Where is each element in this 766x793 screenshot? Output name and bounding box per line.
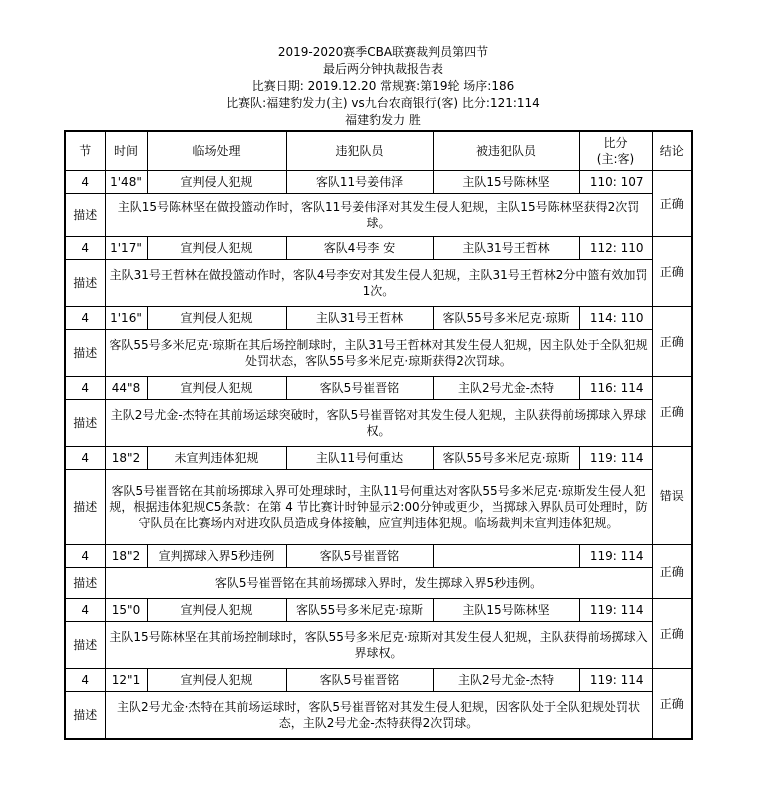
event-row <box>65 669 692 692</box>
event-period: 4 <box>65 171 105 194</box>
report-table <box>64 130 693 740</box>
event-row <box>65 377 692 400</box>
event-period: 4 <box>65 447 105 470</box>
event-period: 4 <box>65 669 105 692</box>
col-period: 节 <box>65 131 105 171</box>
event-score: 114: 110 <box>579 307 652 330</box>
col-time: 时间 <box>105 131 147 171</box>
event-desc-row <box>65 622 692 669</box>
event-row <box>65 447 692 470</box>
table-body <box>65 171 692 740</box>
event-offender: 客队11号姜伟泽 <box>286 171 433 194</box>
event-offender: 客队5号崔晋铭 <box>286 545 433 568</box>
event-score: 110: 107 <box>579 171 652 194</box>
event-time: 18"2 <box>105 545 147 568</box>
desc-label: 描述 <box>65 330 105 377</box>
col-verdict: 结论 <box>652 131 692 171</box>
match-winner: 福建豹发力 胜 <box>345 113 421 127</box>
col-score <box>579 131 652 171</box>
event-desc-row <box>65 330 692 377</box>
event-description: 主队31号王哲林在做投篮动作时，客队4号李安对其发生侵人犯规，主队31号王哲林2分中篮有效加罚1次。 <box>105 260 652 307</box>
match-date-info: 比赛日期: 2019.12.20 常规赛:第19轮 场序:186 <box>251 79 515 93</box>
event-offender: 客队5号崔晋铭 <box>286 669 433 692</box>
event-victim: 客队55号多米尼克·琼斯 <box>433 447 579 470</box>
report-title: 2019-2020赛季CBA联赛裁判员第四节 <box>277 45 489 59</box>
col-score-label: 比分 <box>603 136 628 150</box>
event-time: 1'48" <box>105 171 147 194</box>
event-victim: 主队15号陈林坚 <box>433 599 579 622</box>
event-period: 4 <box>65 237 105 260</box>
event-row <box>65 307 692 330</box>
event-call: 宣判侵人犯规 <box>147 237 286 260</box>
desc-label: 描述 <box>65 470 105 545</box>
event-time: 15"0 <box>105 599 147 622</box>
event-call: 宣判侵人犯规 <box>147 307 286 330</box>
event-offender: 主队11号何重达 <box>286 447 433 470</box>
event-victim <box>433 545 579 568</box>
event-score: 112: 110 <box>579 237 652 260</box>
event-offender: 客队55号多米尼克·琼斯 <box>286 599 433 622</box>
event-row <box>65 171 692 194</box>
event-desc-row <box>65 692 692 740</box>
event-offender: 客队4号李 安 <box>286 237 433 260</box>
table-header-row <box>65 131 692 171</box>
event-verdict: 正确 <box>652 545 692 599</box>
event-description: 主队15号陈林坚在其前场控制球时，客队55号多米尼克·琼斯对其发生侵人犯规，主队获得前场掷球入界球权。 <box>105 622 652 669</box>
event-score: 119: 114 <box>579 447 652 470</box>
col-offender: 违犯队员 <box>286 131 433 171</box>
event-time: 1'17" <box>105 237 147 260</box>
event-call: 未宣判违体犯规 <box>147 447 286 470</box>
event-desc-row <box>65 568 692 599</box>
event-period: 4 <box>65 377 105 400</box>
desc-label: 描述 <box>65 194 105 237</box>
event-victim: 主队15号陈林坚 <box>433 171 579 194</box>
event-score: 116: 114 <box>579 377 652 400</box>
event-verdict: 正确 <box>652 307 692 377</box>
event-score: 119: 114 <box>579 599 652 622</box>
event-time: 12"1 <box>105 669 147 692</box>
event-period: 4 <box>65 599 105 622</box>
event-offender: 主队31号王哲林 <box>286 307 433 330</box>
event-victim: 主队2号尤金-杰特 <box>433 377 579 400</box>
event-description: 客队55号多米尼克·琼斯在其后场控制球时，主队31号王哲林对其发生侵人犯规，因主队处于全队犯规处罚状态，客队55号多米尼克·琼斯获得2次罚球。 <box>105 330 652 377</box>
event-desc-row <box>65 400 692 447</box>
event-description: 主队15号陈林坚在做投篮动作时，客队11号姜伟泽对其发生侵人犯规，主队15号陈林坚获得2次罚球。 <box>105 194 652 237</box>
event-period: 4 <box>65 545 105 568</box>
col-call: 临场处理 <box>147 131 286 171</box>
event-verdict: 正确 <box>652 171 692 237</box>
event-period: 4 <box>65 307 105 330</box>
desc-label: 描述 <box>65 692 105 740</box>
event-row <box>65 237 692 260</box>
event-desc-row <box>65 260 692 307</box>
col-score-sub: (主:客) <box>596 152 635 166</box>
event-call: 宣判掷球入界5秒违例 <box>147 545 286 568</box>
event-victim: 主队31号王哲林 <box>433 237 579 260</box>
event-verdict: 正确 <box>652 599 692 669</box>
event-description: 主队2号尤金-杰特在其前场运球突破时，客队5号崔晋铭对其发生侵人犯规，主队获得前场掷球入界球权。 <box>105 400 652 447</box>
desc-label: 描述 <box>65 260 105 307</box>
event-call: 宣判侵人犯规 <box>147 669 286 692</box>
col-victim: 被违犯队员 <box>433 131 579 171</box>
report-subtitle: 最后两分钟执裁报告表 <box>322 62 443 76</box>
event-description: 客队5号崔晋铭在其前场掷球入界时，发生掷球入界5秒违例。 <box>105 568 652 599</box>
event-offender: 客队5号崔晋铭 <box>286 377 433 400</box>
event-verdict: 正确 <box>652 237 692 307</box>
desc-label: 描述 <box>65 400 105 447</box>
event-verdict: 正确 <box>652 669 692 740</box>
event-time: 44"8 <box>105 377 147 400</box>
event-row <box>65 599 692 622</box>
event-desc-row <box>65 470 692 545</box>
event-call: 宣判侵人犯规 <box>147 599 286 622</box>
event-call: 宣判侵人犯规 <box>147 377 286 400</box>
event-victim: 主队2号尤金-杰特 <box>433 669 579 692</box>
event-call: 宣判侵人犯规 <box>147 171 286 194</box>
event-verdict: 正确 <box>652 377 692 447</box>
event-score: 119: 114 <box>579 545 652 568</box>
report-header <box>0 44 766 129</box>
event-score: 119: 114 <box>579 669 652 692</box>
event-row <box>65 545 692 568</box>
event-verdict: 错误 <box>652 447 692 545</box>
event-time: 18"2 <box>105 447 147 470</box>
event-desc-row <box>65 194 692 237</box>
desc-label: 描述 <box>65 622 105 669</box>
event-description: 主队2号尤金·杰特在其前场运球时，客队5号崔晋铭对其发生侵人犯规，因客队处于全队犯规处罚状态，主队2号尤金-杰特获得2次罚球。 <box>105 692 652 740</box>
match-teams-score: 比赛队:福建豹发力(主) vs九台农商银行(客) 比分:121:114 <box>226 96 540 110</box>
event-time: 1'16" <box>105 307 147 330</box>
event-victim: 客队55号多米尼克·琼斯 <box>433 307 579 330</box>
desc-label: 描述 <box>65 568 105 599</box>
event-description: 客队5号崔晋铭在其前场掷球入界可处理球时，主队11号何重达对客队55号多米尼克·琼斯发生侵人犯规，根据违体犯规C5条款：在第 4 节比赛计时钟显示2:00分钟或更少，当掷球入界队员可处理时，防守队员在比赛场内对进攻队员造成身体接触，应宣判违体犯规。临场裁判未宣判违体犯规。 <box>105 470 652 545</box>
